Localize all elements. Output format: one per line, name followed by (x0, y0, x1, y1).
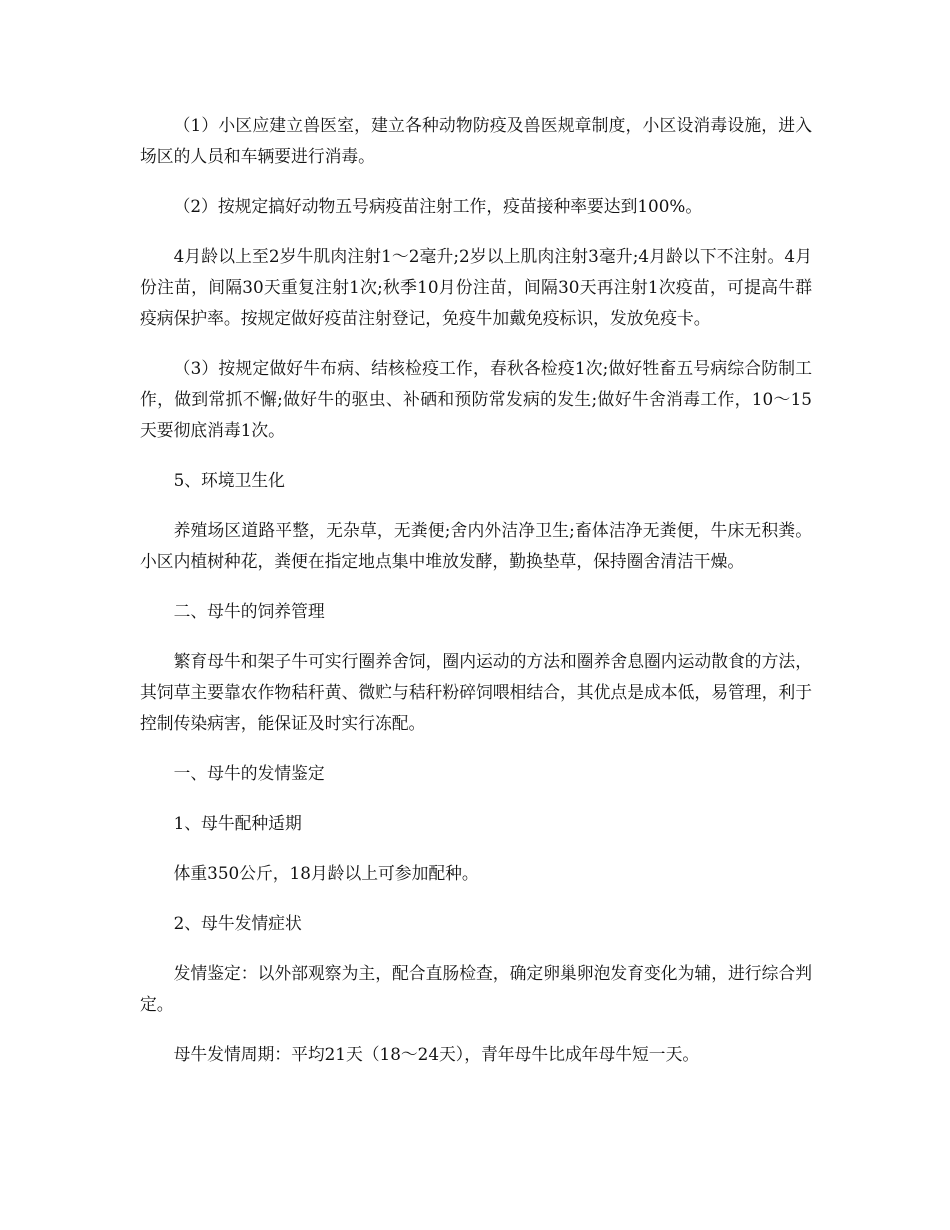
paragraph-breeding-weight: 体重350公斤，18月龄以上可参加配种。 (173, 863, 479, 883)
paragraph-vet-room: （1）小区应建立兽医室，建立各种动物防疫及兽医规章制度，小区设消毒设施，进入场区的人员和车辆要进行消毒。 (140, 115, 812, 166)
heading-environment-hygiene: 5、环境卫生化 (173, 470, 285, 490)
paragraph-fmd-vaccine: （2）按规定搞好动物五号病疫苗注射工作，疫苗接种率要达到100%。 (173, 196, 703, 216)
paragraph-estrus-cycle: 母牛发情周期：平均21天（18～24天），青年母牛比成年母牛短一天。 (173, 1044, 700, 1064)
paragraph-injection-dosage: 4月龄以上至2岁牛肌肉注射1～2毫升;2岁以上肌肉注射3毫升;4月龄以下不注射。4月份注苗，间隔30天重复注射1次;秋季10月份注苗，间隔30天再注射1次疫苗，可提高牛群疫病保护率。按规定做好疫苗注射登记，免疫牛加戴免疫标识，发放免疫卡。 (140, 246, 812, 328)
document-body (140, 110, 812, 1089)
heading-estrus-symptoms: 2、母牛发情症状 (173, 913, 302, 933)
heading-breeding-age: 1、母牛配种适期 (173, 813, 302, 833)
heading-estrus-identification: 一、母牛的发情鉴定 (173, 763, 325, 783)
heading-cow-feeding-management: 二、母牛的饲养管理 (173, 601, 325, 621)
paragraph-environment: 养殖场区道路平整，无杂草，无粪便;舍内外洁净卫生;畜体洁净无粪便，牛床无积粪。小区内植树种花，粪便在指定地点集中堆放发酵，勤换垫草，保持圈舍清洁干燥。 (140, 520, 812, 571)
paragraph-feeding-method: 繁育母牛和架子牛可实行圈养舍饲，圈内运动的方法和圈养舍息圈内运动散食的方法，其饲草主要靠农作物秸秆黄、微贮与秸秆粉碎饲喂相结合，其优点是成本低，易管理，利于控制传染病害，能保证及时实行冻配。 (140, 651, 812, 733)
paragraph-estrus-identification: 发情鉴定：以外部观察为主，配合直肠检查，确定卵巢卵泡发育变化为辅，进行综合判定。 (140, 963, 812, 1014)
paragraph-quarantine: （3）按规定做好牛布病、结核检疫工作，春秋各检疫1次;做好牲畜五号病综合防制工作，做到常抓不懈;做好牛的驱虫、补硒和预防常发病的发生;做好牛舍消毒工作，10～15天要彻底消毒1次。 (140, 358, 812, 440)
